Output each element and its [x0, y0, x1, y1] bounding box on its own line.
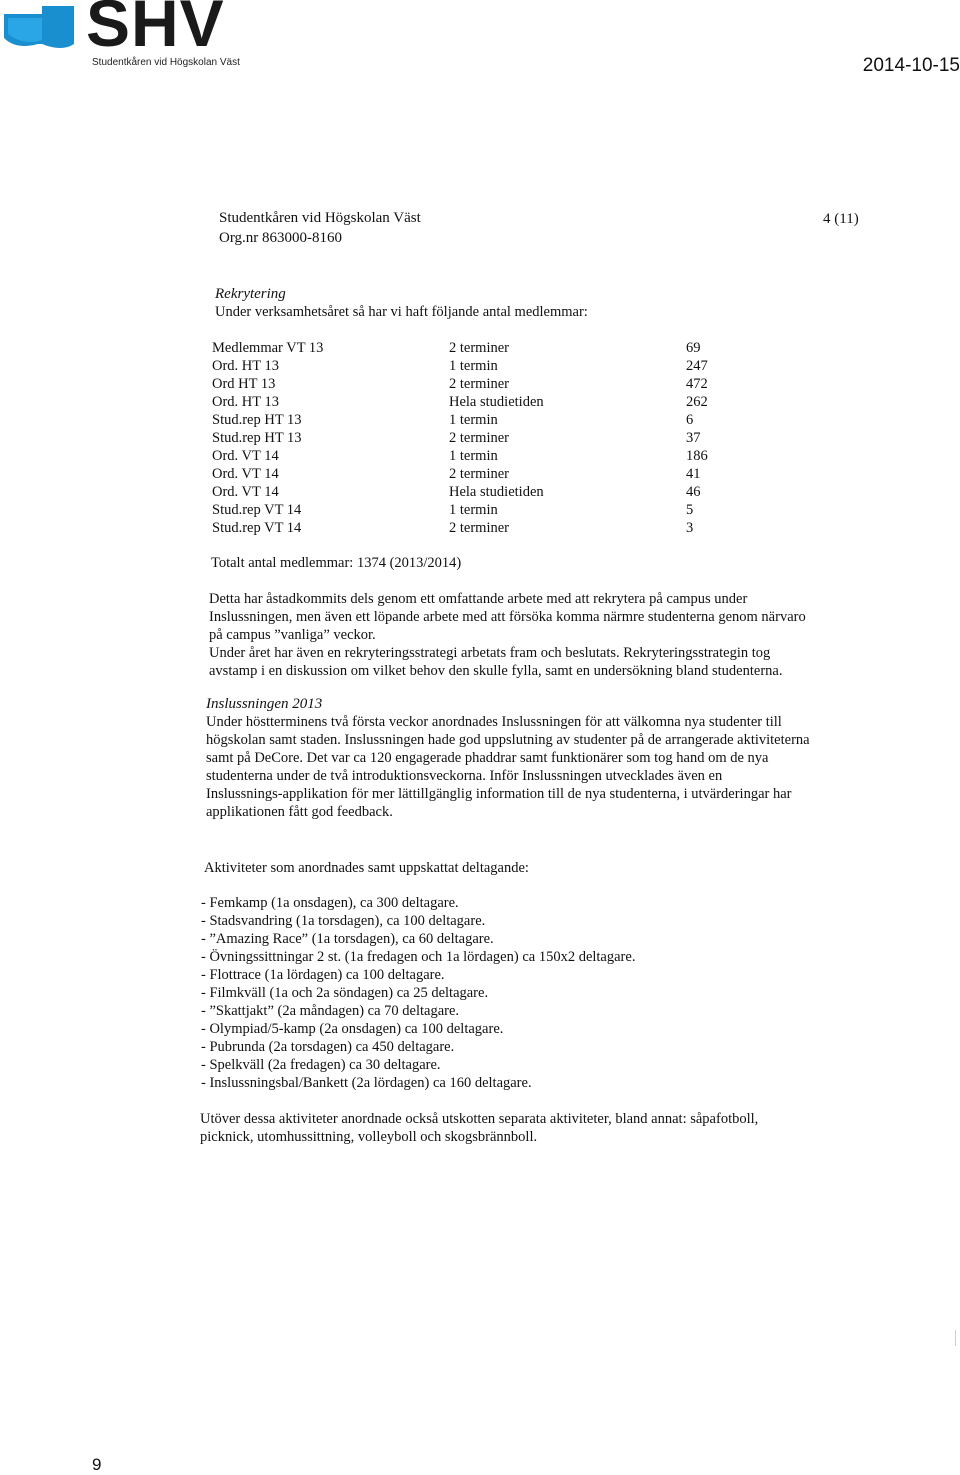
org-name: Studentkåren vid Högskolan Väst — [219, 210, 421, 226]
paragraph-line: Under höstterminens två första veckor anordnades Inslussningen för att välkomna nya studenter till — [206, 714, 782, 730]
member-period: 1 termin — [449, 412, 498, 428]
table-row — [212, 429, 732, 447]
member-period: 2 terminer — [449, 520, 509, 536]
table-row — [212, 483, 732, 501]
paragraph-line: applikationen fått god feedback. — [206, 804, 393, 820]
paragraph-line: samt på DeCore. Det var ca 120 engagerade phaddrar samt funktionärer som tog hand om de nya — [206, 750, 769, 766]
member-category: Stud.rep VT 14 — [212, 520, 302, 536]
member-category: Ord. HT 13 — [212, 358, 279, 374]
activities-list — [201, 894, 635, 1092]
member-period: 1 termin — [449, 502, 498, 518]
member-period: 1 termin — [449, 448, 498, 464]
table-row — [212, 411, 732, 429]
paragraph-line: högskolan samt staden. Inslussningen hade god uppslutning av studenter på de arrangerade aktiviteterna — [206, 732, 810, 748]
org-number: Org.nr 863000-8160 — [219, 230, 343, 246]
recruitment-section — [215, 286, 588, 321]
letterhead — [219, 208, 421, 248]
member-count: 37 — [686, 430, 701, 446]
list-item: - Stadsvandring (1a torsdagen), ca 100 deltagare. — [201, 913, 486, 929]
table-row — [212, 501, 732, 519]
activities-heading: Aktiviteter som anordnades samt uppskattat deltagande: — [204, 860, 529, 876]
list-item: - Filmkväll (1a och 2a söndagen) ca 25 deltagare. — [201, 985, 489, 1001]
table-row — [212, 375, 732, 393]
list-item: - Flottrace (1a lördagen) ca 100 deltagare. — [201, 967, 445, 983]
list-item: - Inslussningsbal/Bankett (2a lördagen) ca 160 deltagare. — [201, 1075, 532, 1091]
member-period: 2 terminer — [449, 376, 509, 392]
paragraph-line: Utöver dessa aktiviteter anordnade också utskotten separata aktiviteter, bland annat: såpafotboll, — [200, 1111, 759, 1127]
paragraph-line: Detta har åstadkommits dels genom ett omfattande arbete med att rekrytera på campus under — [209, 591, 748, 607]
list-item: - ”Skattjakt” (2a måndagen) ca 70 deltagare. — [201, 1003, 460, 1019]
paragraph-line: picknick, utomhussittning, volleyboll och skogsbrännboll. — [200, 1129, 538, 1145]
list-item: - Olympiad/5-kamp (2a onsdagen) ca 100 deltagare. — [201, 1021, 504, 1037]
member-count: 3 — [686, 520, 694, 536]
logo-subtitle: Studentkåren vid Högskolan Väst — [92, 57, 240, 68]
inslussning-title: Inslussningen 2013 — [206, 696, 323, 712]
member-count: 472 — [686, 376, 708, 392]
table-row — [212, 519, 732, 537]
member-category: Stud.rep HT 13 — [212, 430, 302, 446]
document-date: 2014-10-15 — [862, 55, 960, 76]
member-count: 186 — [686, 448, 708, 464]
page-number: 9 — [92, 1455, 102, 1474]
recruitment-title: Rekrytering — [215, 286, 286, 302]
logo-wordmark: SHV — [86, 0, 225, 60]
member-count: 5 — [686, 502, 694, 518]
member-category: Medlemmar VT 13 — [212, 340, 324, 356]
paragraph-line: studenterna under de två introduktionsveckorna. Inför Inslussningen utvecklades även en — [206, 768, 723, 784]
member-count: 6 — [686, 412, 694, 428]
inslussning-section — [206, 696, 856, 821]
member-count: 262 — [686, 394, 708, 410]
list-item: - ”Amazing Race” (1a torsdagen), ca 60 deltagare. — [201, 931, 494, 947]
recruitment-intro: Under verksamhetsåret så har vi haft följande antal medlemmar: — [215, 304, 588, 320]
member-category: Ord. HT 13 — [212, 394, 279, 410]
scan-artifact — [955, 1330, 956, 1346]
paragraph-line: Inslussnings-applikation för mer lättillgänglig information till de nya studenterna, i utvärderingar har — [206, 786, 792, 802]
list-item: - Femkamp (1a onsdagen), ca 300 deltagare. — [201, 895, 459, 911]
list-item: - Övningssittningar 2 st. (1a fredagen och 1a lördagen) ca 150x2 deltagare. — [201, 949, 636, 965]
member-total: Totalt antal medlemmar: 1374 (2013/2014) — [211, 555, 462, 571]
member-period: Hela studietiden — [449, 394, 544, 410]
table-row — [212, 357, 732, 375]
member-category: Stud.rep HT 13 — [212, 412, 302, 428]
activities-closing — [200, 1110, 758, 1146]
member-category: Stud.rep VT 14 — [212, 502, 302, 518]
member-period: 2 terminer — [449, 466, 509, 482]
page-reference: 4 (11) — [823, 211, 859, 227]
list-item: - Pubrunda (2a torsdagen) ca 450 deltagare. — [201, 1039, 455, 1055]
member-category: Ord. VT 14 — [212, 466, 279, 482]
member-table — [212, 339, 732, 537]
list-item: - Spelkväll (2a fredagen) ca 30 deltagare. — [201, 1057, 441, 1073]
member-count: 247 — [686, 358, 708, 374]
paragraph-line: på campus ”vanliga” veckor. — [209, 627, 376, 643]
table-row — [212, 465, 732, 483]
paragraph-line: Inslussningen, men även ett löpande arbete med att försöka komma närmre studenterna genom närvaro — [209, 609, 806, 625]
member-category: Ord. VT 14 — [212, 484, 279, 500]
member-category: Ord. VT 14 — [212, 448, 279, 464]
paragraph-line: avstamp i en diskussion om vilket behov den skulle fylla, samt en undersökning bland studenterna. — [209, 663, 783, 679]
member-period: 1 termin — [449, 358, 498, 374]
member-count: 46 — [686, 484, 701, 500]
member-period: Hela studietiden — [449, 484, 544, 500]
recruitment-paragraph — [209, 590, 859, 680]
member-category: Ord HT 13 — [212, 376, 276, 392]
table-row — [212, 447, 732, 465]
table-row — [212, 393, 732, 411]
member-period: 2 terminer — [449, 430, 509, 446]
member-count: 41 — [686, 466, 701, 482]
member-count: 69 — [686, 340, 701, 356]
table-row — [212, 339, 732, 357]
shv-logo — [0, 0, 290, 75]
logo-mark-icon — [2, 4, 82, 60]
paragraph-line: Under året har även en rekryteringsstrategi arbetats fram och beslutats. Rekryteringsstrategin tog — [209, 645, 771, 661]
member-period: 2 terminer — [449, 340, 509, 356]
